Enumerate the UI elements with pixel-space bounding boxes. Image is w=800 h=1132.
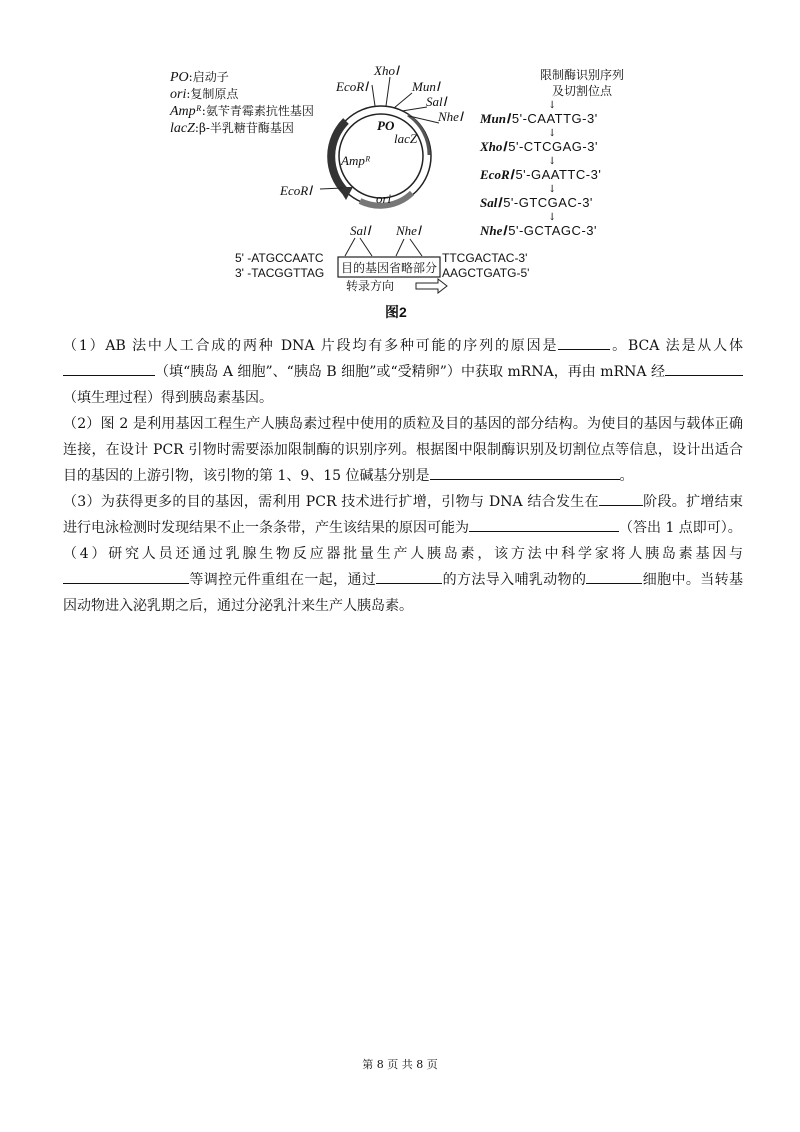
- q3-text-a: （3）为获得更多的目的基因，需利用 PCR 技术进行扩增，引物与 DNA 结合发生在: [63, 494, 599, 510]
- q3-blank-1[interactable]: [599, 490, 643, 506]
- figure-caption: 图2: [385, 304, 407, 320]
- ecori-top-label: EcoRⅠ: [336, 79, 368, 94]
- ecori-bottom-label: EcoRⅠ: [280, 183, 312, 198]
- q1-text-a: （1）AB 法中人工合成的两种 DNA 片段均有多种可能的序列的原因是: [63, 338, 559, 354]
- page-footer: 第 8 页 共 8 页: [362, 1058, 438, 1071]
- legend-row: [170, 120, 314, 137]
- restriction-site-row: [480, 195, 593, 211]
- muni-label: MunⅠ: [412, 79, 440, 94]
- restriction-site-seq: GAATTC: [531, 167, 586, 182]
- legend-abbr: ori: [170, 87, 187, 102]
- plasmid-legend: [170, 69, 314, 137]
- ecori-top-line: [372, 85, 375, 106]
- gene-bottom-left: 3' -TACGGTTAG: [235, 266, 325, 280]
- restriction-site-prefix: 5'-: [508, 139, 524, 154]
- restriction-site-name: SalⅠ: [480, 195, 502, 210]
- restriction-site-name: NheⅠ: [480, 223, 507, 238]
- q3-blank-2[interactable]: [469, 516, 619, 532]
- legend-row: [170, 86, 314, 103]
- figure-2: [150, 55, 670, 325]
- xhoi-line: [386, 77, 390, 106]
- restriction-site-suffix: -3': [582, 139, 598, 154]
- q4-blank-2[interactable]: [376, 568, 442, 584]
- restriction-site-row: [480, 223, 597, 239]
- legend-text: 复制原点: [190, 87, 239, 101]
- sal-left-line: [345, 238, 355, 256]
- q3-text-b: 阶段。扩增结束进行电泳检测时发现结果不止一条条带，产生该结果的原因可能为: [63, 494, 743, 536]
- legend-text: 启动子: [192, 70, 229, 84]
- restriction-title: [522, 67, 642, 99]
- q4-text-c: 的方法导入哺乳动物的: [442, 572, 587, 588]
- legend-separator: :: [188, 70, 193, 84]
- q1-text-d: （填生理过程）得到胰岛素基因。: [63, 390, 273, 406]
- restriction-site-prefix: 5'-: [515, 167, 531, 182]
- restriction-site-row: [480, 167, 601, 183]
- restriction-site-prefix: 5'-: [503, 195, 519, 210]
- q2-text-a: （2）图 2 是利用基因工程生产人胰岛素过程中使用的质粒及目的基因的部分结构。为使目的基因与载体正确连接，在设计 PCR 引物时需要添加限制酶的识别序列。根据图中限制酶识别及切割位点等信息，设计出适合目的基因的上游引物，该引物的第 1、9、15 位碱基分别是: [63, 416, 743, 484]
- restriction-site-seq: GTCGAC: [518, 195, 578, 210]
- amp-arrow-head: [338, 187, 353, 200]
- q3-text-c: （答出 1 点即可）。: [619, 520, 742, 536]
- gene-top-right: TTCGACTAC-3': [442, 251, 528, 265]
- xhoi-label: XhoⅠ: [374, 63, 399, 78]
- transcription-direction: 转录方向: [346, 279, 395, 293]
- restriction-site-row: [480, 139, 598, 155]
- lacz-label: lacZ: [394, 131, 418, 146]
- legend-text: 氨苄青霉素抗性基因: [205, 104, 314, 118]
- gene-bottom-right: AAGCTGATG-5': [442, 266, 530, 280]
- q4-text-a: （4）研究人员还通过乳腺生物反应器批量生产人胰岛素，该方法中科学家将人胰岛素基因与: [63, 546, 743, 562]
- restriction-site-name: XhoⅠ: [480, 139, 507, 154]
- nhe-left-line: [396, 239, 404, 256]
- q1-text-c: （填“胰岛 A 细胞”、“胰岛 B 细胞”或“受精卵”）中获取 mRNA，再由 mRNA 经: [155, 364, 665, 380]
- q4-blank-1[interactable]: [63, 568, 189, 584]
- restriction-title-line2: 及切割位点: [551, 84, 612, 98]
- restriction-site-suffix: -3': [582, 111, 598, 126]
- restriction-site-suffix: -3': [577, 195, 593, 210]
- gene-top-left: 5' -ATGCCAATC: [235, 251, 324, 265]
- legend-separator: :: [201, 104, 206, 118]
- sal-label: SalⅠ: [350, 223, 371, 238]
- cut-site-arrow-icon: ↓: [548, 184, 557, 195]
- cut-site-arrow-icon: ↓: [548, 212, 557, 223]
- restriction-site-name: EcoRⅠ: [480, 167, 514, 182]
- legend-separator: :: [194, 121, 199, 135]
- legend-abbr: PO: [170, 70, 189, 85]
- restriction-site-seq: GCTAGC: [523, 223, 582, 238]
- legend-row: [170, 103, 314, 120]
- sali-line: [402, 107, 427, 111]
- legend-abbr: lacZ: [170, 121, 195, 136]
- q1-text-b: 。BCA 法是从人体: [610, 338, 743, 354]
- legend-text: β-半乳糖苷酶基因: [198, 121, 294, 135]
- restriction-site-seq: CAATTG: [527, 111, 583, 126]
- question-1: [63, 333, 743, 411]
- cut-site-arrow-icon: ↓: [548, 100, 557, 111]
- question-list: [63, 333, 743, 619]
- q1-blank-3[interactable]: [665, 360, 743, 376]
- nhe-right-line: [410, 239, 422, 256]
- q2-blank-1[interactable]: [430, 464, 620, 480]
- transcription-arrow: [416, 279, 447, 293]
- sali-label: SalⅠ: [426, 94, 447, 109]
- cut-site-arrow-icon: ↓: [548, 156, 557, 167]
- restriction-site-prefix: 5'-: [511, 111, 528, 126]
- q4-text-d: 细胞中。当转基因动物进入泌乳期之后，通过分泌乳汁来生产人胰岛素。: [63, 572, 743, 614]
- legend-abbr: Ampᴿ: [170, 104, 202, 119]
- po-label: PO: [377, 118, 395, 133]
- q4-blank-3[interactable]: [586, 568, 642, 584]
- q1-blank-2[interactable]: [63, 360, 155, 376]
- restriction-site-seq: CTCGAG: [523, 139, 583, 154]
- restriction-site-prefix: 5'-: [508, 223, 524, 238]
- ori-label: ori: [376, 191, 392, 206]
- gene-box-text: 目的基因省略部分: [341, 261, 438, 275]
- cut-site-arrow-icon: ↓: [548, 128, 557, 139]
- restriction-site-name: MunⅠ: [480, 111, 510, 126]
- restriction-site-row: [480, 111, 598, 127]
- sal-right-line: [360, 238, 372, 256]
- q1-blank-1[interactable]: [558, 334, 610, 350]
- restriction-site-suffix: -3': [585, 167, 602, 182]
- question-2: [63, 411, 743, 489]
- nhe-label: NheⅠ: [396, 223, 421, 238]
- q4-text-b: 等调控元件重组在一起，通过: [189, 572, 377, 588]
- question-3: [63, 489, 743, 541]
- legend-row: [170, 69, 314, 86]
- muni-line: [394, 93, 412, 108]
- nhei-label: NheⅠ: [438, 109, 463, 124]
- restriction-site-suffix: -3': [581, 223, 597, 238]
- q2-text-b: 。: [619, 468, 634, 484]
- restriction-title-line1: 限制酶识别序列: [539, 68, 624, 82]
- legend-separator: :: [186, 87, 191, 101]
- question-4: [63, 541, 743, 619]
- amp-label: Ampᴿ: [341, 153, 371, 168]
